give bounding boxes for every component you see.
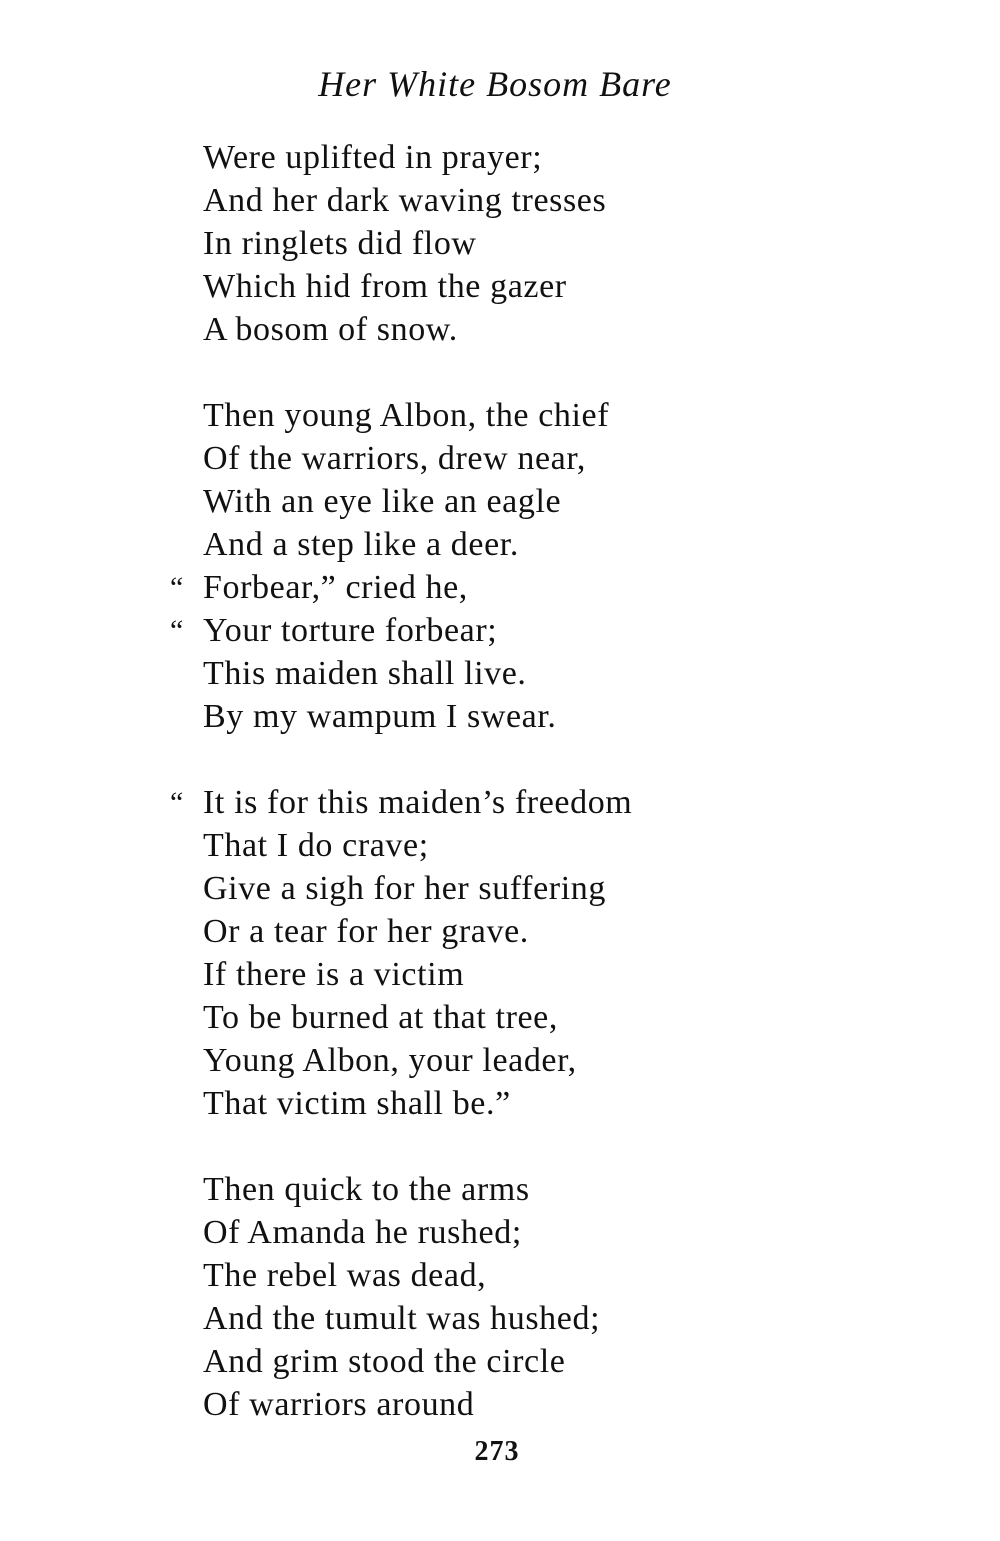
stanza-3	[0, 781, 1000, 1125]
verse-line: Give a sigh for her suffering	[203, 870, 606, 907]
verse-line: And a step like a deer.	[203, 526, 519, 563]
verse-line: In ringlets did flow	[203, 225, 477, 262]
opening-quote: “	[170, 614, 184, 647]
stanza-1	[0, 136, 1000, 351]
poem-body	[0, 136, 1000, 1426]
verse-line: The rebel was dead,	[203, 1257, 487, 1294]
verse-line: Of the warriors, drew near,	[203, 440, 587, 477]
opening-quote: “	[170, 571, 184, 604]
verse-line: And grim stood the circle	[203, 1343, 566, 1380]
verse-line: A bosom of snow.	[203, 311, 458, 348]
verse-line: This maiden shall live.	[203, 655, 527, 692]
verse-line: Then quick to the arms	[203, 1171, 530, 1208]
verse-line: And the tumult was hushed;	[203, 1300, 601, 1337]
page-number	[0, 1434, 1000, 1470]
verse-line: Of Amanda he rushed;	[203, 1214, 522, 1251]
verse-line: By my wampum I swear.	[203, 698, 557, 735]
verse-line: If there is a victim	[203, 956, 465, 993]
verse-line: That I do crave;	[203, 827, 429, 864]
verse-line: With an eye like an eagle	[203, 483, 562, 520]
stanza-4	[0, 1168, 1000, 1426]
verse-line: And her dark waving tresses	[203, 182, 607, 219]
running-title: Her White Bosom Bare	[318, 64, 672, 104]
verse-line: “ Forbear,” cried he,	[0, 566, 1000, 609]
verse-line: That victim shall be.”	[203, 1085, 511, 1122]
verse-line: “ Your torture forbear;	[0, 609, 1000, 652]
verse-line: Were uplifted in prayer;	[203, 139, 543, 176]
verse-line: Young Albon, your leader,	[203, 1042, 577, 1079]
running-head	[0, 62, 1000, 106]
verse-line: To be burned at that tree,	[203, 999, 558, 1036]
verse-line: Which hid from the gazer	[203, 268, 567, 305]
verse-line: Of warriors around	[203, 1386, 475, 1423]
verse-line: “ It is for this maiden’s freedom	[0, 781, 1000, 824]
page-number-text: 273	[474, 1436, 520, 1467]
verse-line: Then young Albon, the chief	[203, 397, 610, 434]
verse-line: Or a tear for her grave.	[203, 913, 529, 950]
stanza-2	[0, 394, 1000, 738]
opening-quote: “	[170, 786, 184, 819]
